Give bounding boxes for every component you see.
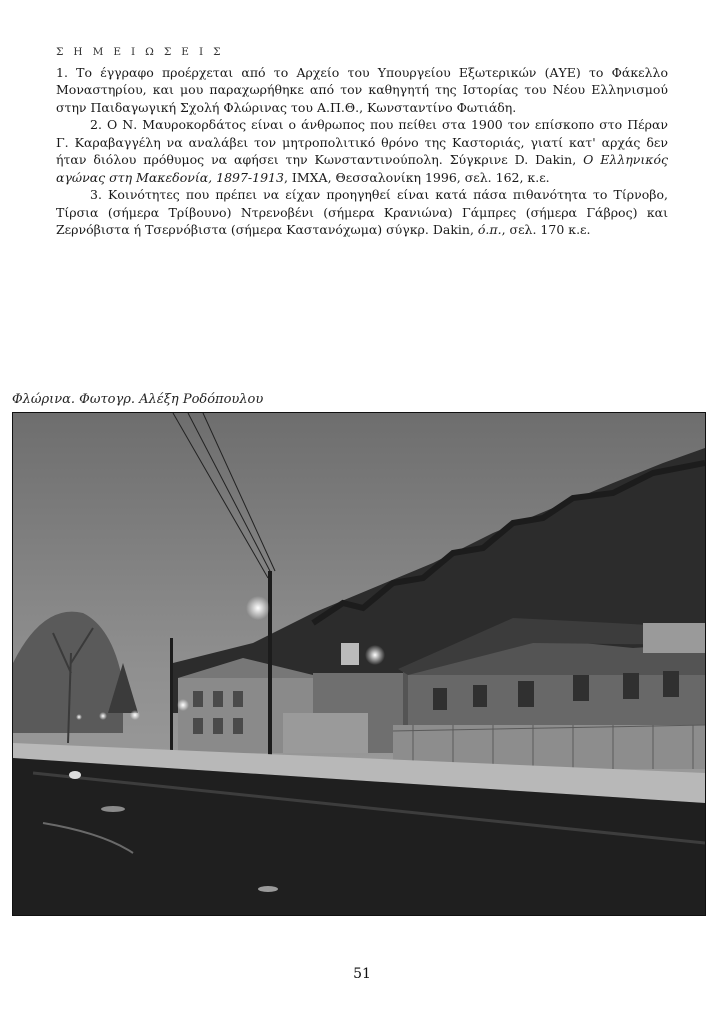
note-3-op-cit: ό.π.: [477, 222, 502, 237]
note-2-book-title: Ο Ελληνικός αγώνας στη Μακεδονία, 1897-1913: [56, 152, 668, 185]
notes-heading: ΣΗΜΕΙΩΣΕΙΣ: [56, 46, 231, 58]
photo-caption: Φλώρινα. Φωτογρ. Αλέξη Ροδόπουλου: [12, 392, 264, 407]
note-3: [56, 186, 668, 239]
note-2-reference: , ΙΜΧΑ, Θεσσαλονίκη 1996, σελ. 162, κ.ε.: [283, 169, 550, 185]
note-2-text: 2. Ο Ν. Μαυροκορδάτος είναι ο άνθρωπος που πείθει στα 1900 τον επίσκοπο στο Πέραν Γ. Καραβαγγέλη να αναλάβει τον μητροπολιτικό θρόνο της Καστοριάς, γιατί κατ' αρχάς δεν ήταν διόλου πρόθυμος να αφήσει την Κωνσταντινούπολη. Σύγκρινε D. Dakin,: [56, 117, 668, 167]
note-3-reference: , σελ. 170 κ.ε.: [501, 222, 591, 237]
note-3-text: 3. Κοινότητες που πρέπει να είχαν προηγηθεί είναι κατά πάσα πιθανότητα το Τίρνοβο, Τίρσια (σήμερα Τρίβουνο) Ντρενοβένι (σήμερα Κρανιώνα) Γάμπρες (σήμερα Γάβρος) και Ζερνόβιστα ή Τσερνόβιστα (σήμερα Καστανόχωμα) σύγκρ. Dakin,: [56, 187, 668, 237]
note-1: 1. Το έγγραφο προέρχεται από το Αρχείο του Υπουργείου Εξωτερικών (ΑΥΕ) το Φάκελλο Μοναστηρίου, και μου παραχωρήθηκε από τον καθηγητή της Ιστορίας του Νέου Ελληνισμού στην Παιδαγωγική Σχολή Φλώρινας του Α.Π.Θ., Κωνσταντίνο Φωτιάδη.: [56, 64, 668, 115]
florina-street-photo: [12, 412, 706, 916]
note-2: [56, 116, 668, 186]
notes-section: [56, 44, 668, 239]
page-number: 51: [353, 966, 371, 982]
photo-drawing: [13, 413, 705, 915]
